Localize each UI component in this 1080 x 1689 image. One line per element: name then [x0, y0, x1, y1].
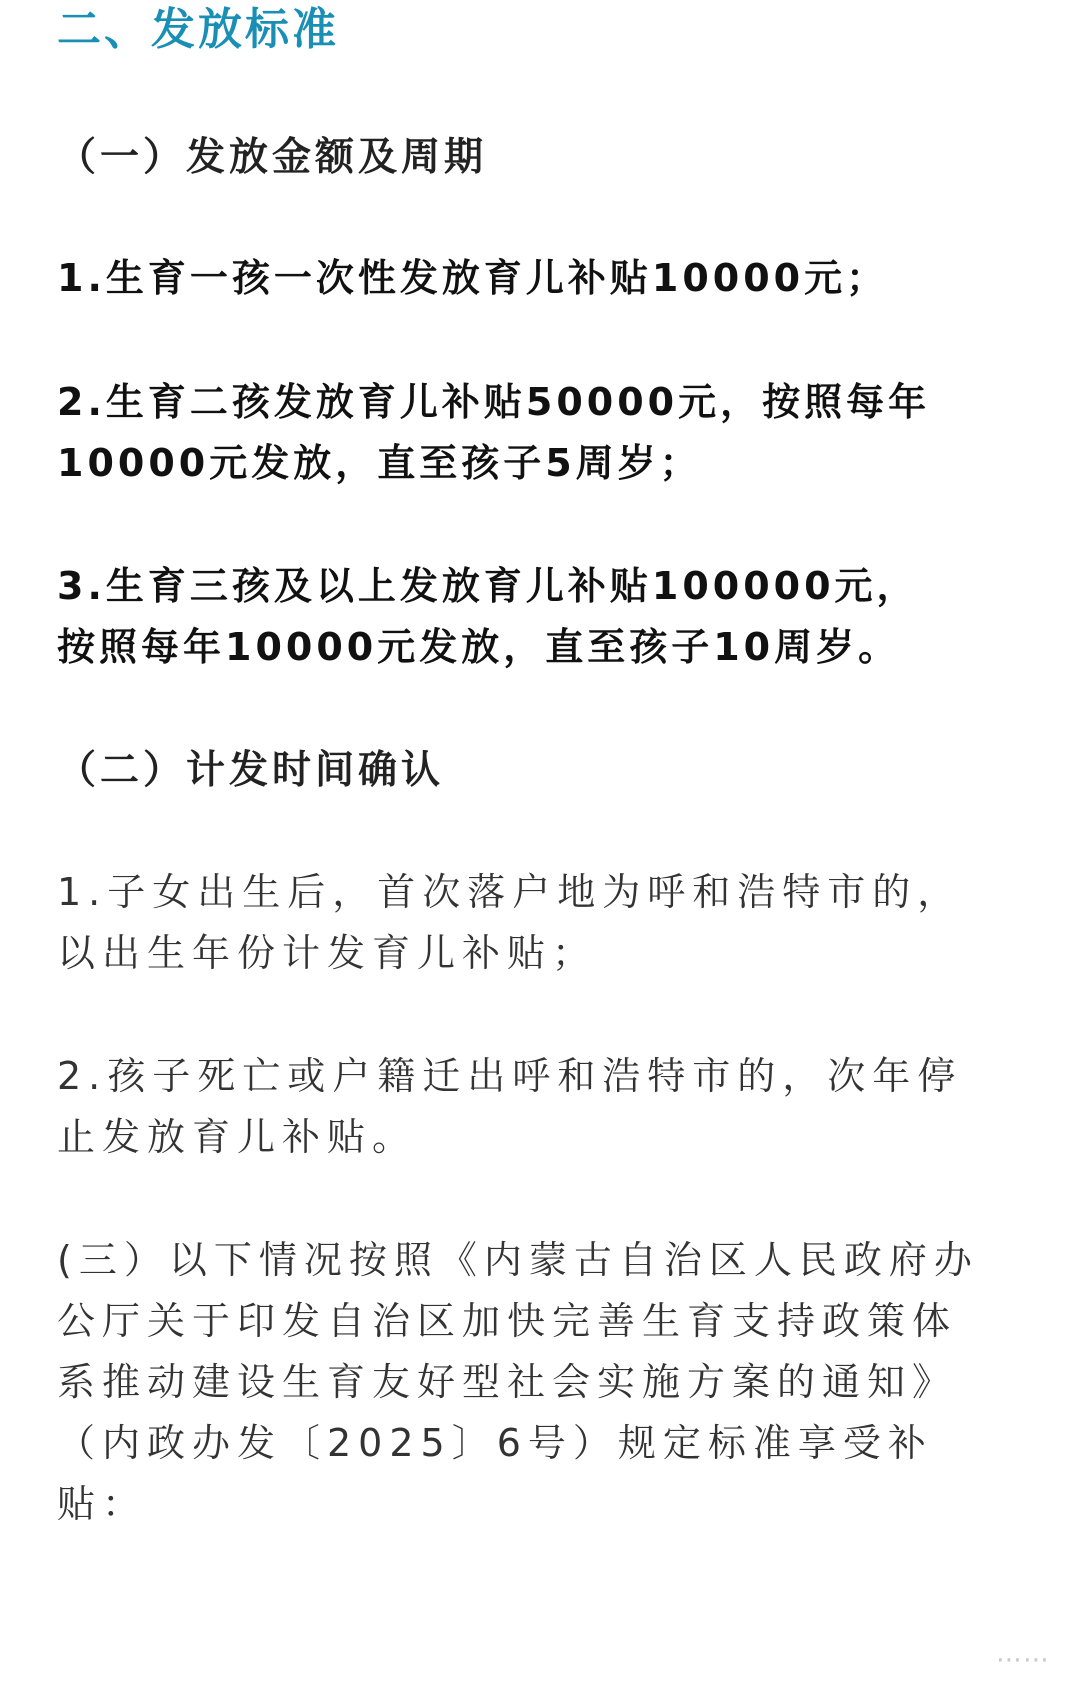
item-1-2-line-1: 2.生育二孩发放育儿补贴50000元，按照每年 — [57, 380, 931, 424]
item-1-2-line-2: 10000元发放，直至孩子5周岁； — [57, 441, 702, 485]
subsection-3-line-1: (三）以下情况按照《内蒙古自治区人民政府办 — [57, 1238, 979, 1282]
subsection-heading-1: （一）发放金额及周期 — [57, 135, 488, 180]
watermark: ⋯⋯ — [996, 1645, 1050, 1675]
item-2-2-line-2: 止发放育儿补贴。 — [57, 1115, 418, 1159]
subsection-3-line-2: 公厅关于印发自治区加快完善生育支持政策体 — [57, 1299, 958, 1343]
item-1-3-line-2: 按照每年10000元发放，直至孩子10周岁。 — [57, 625, 901, 669]
item-1-1-line-1: 1.生育一孩一次性发放育儿补贴10000元； — [57, 256, 889, 300]
item-1-3-line-1: 3.生育三孩及以上发放育儿补贴100000元， — [57, 564, 919, 608]
subsection-3-line-3: 系推动建设生育友好型社会实施方案的通知》 — [57, 1360, 958, 1404]
item-2-1-line-1: 1.子女出生后，首次落户地为呼和浩特市的， — [57, 870, 963, 914]
section-title: 二、发放标准 — [57, 4, 339, 55]
item-2-1-line-2: 以出生年份计发育儿补贴； — [57, 931, 598, 975]
item-2-2-line-1: 2.孩子死亡或户籍迁出呼和浩特市的，次年停 — [57, 1054, 963, 1098]
subsection-heading-2: （二）计发时间确认 — [57, 748, 445, 793]
subsection-3-line-5: 贴： — [57, 1482, 148, 1526]
subsection-3-line-4: （内政办发〔2025〕6号）规定标准享受补 — [57, 1421, 933, 1465]
